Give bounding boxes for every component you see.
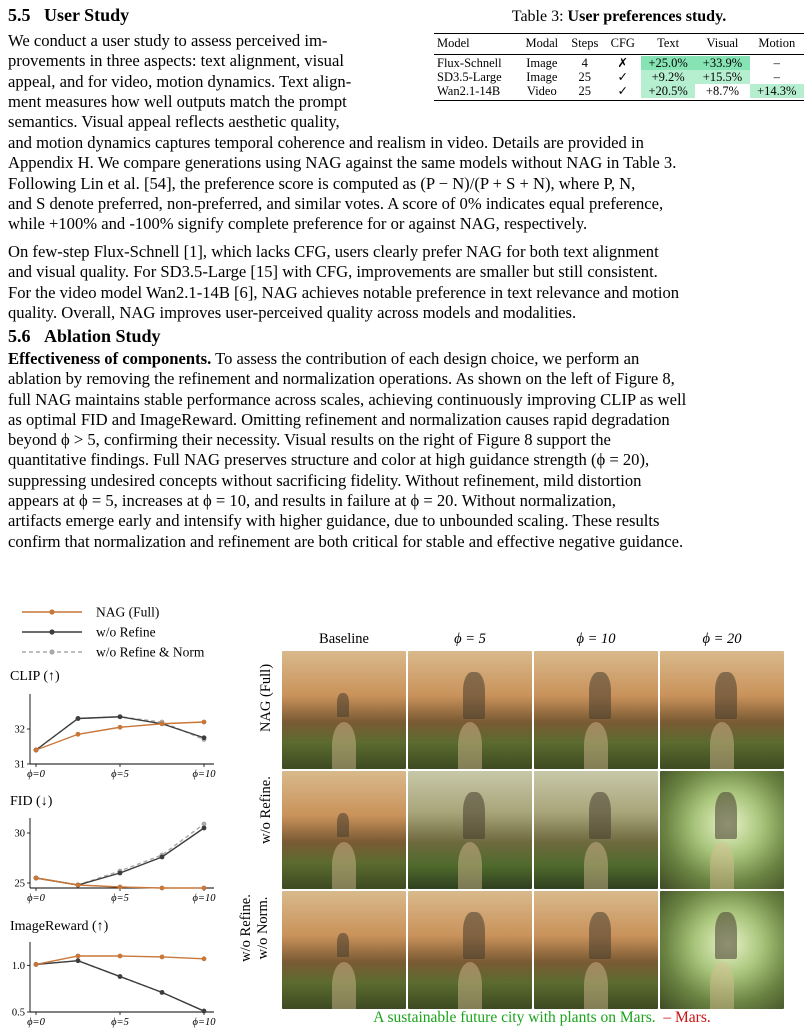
- series-line: [36, 717, 204, 750]
- image-path-shape: [458, 962, 483, 1009]
- run-in-heading: Effectiveness of components.: [8, 349, 212, 368]
- image-building-shape: [463, 672, 485, 719]
- table-cell: 4: [581, 56, 588, 70]
- data-point: [160, 955, 165, 960]
- x-tick-label: ϕ=0: [27, 769, 45, 780]
- section-heading-5-5: [8, 5, 129, 26]
- chart-legend: [18, 602, 238, 666]
- image-path-shape: [584, 722, 609, 769]
- data-point: [160, 721, 165, 726]
- text-line: artifacts emerge early and intensify with higher guidance, due to unbounded scaling. These results: [8, 511, 660, 531]
- image-building-shape: [337, 933, 349, 957]
- image-path-shape: [584, 842, 609, 889]
- text-line: quantitative findings. Full NAG preserves structure and color at high guidance strength (ϕ = 20),: [8, 450, 650, 470]
- text-line: and motion dynamics captures temporal coherence and realism in video. Details are provided in: [8, 133, 644, 152]
- table-header-row: [434, 36, 804, 50]
- col-header: Modal: [525, 36, 559, 50]
- chart-imagereward: [0, 936, 232, 1030]
- generated-image: [660, 771, 784, 889]
- series-line: [36, 961, 204, 1011]
- data-point: [160, 886, 165, 891]
- legend-label: w/o Refine & Norm: [96, 644, 205, 660]
- col-header: Visual: [706, 36, 739, 50]
- paragraph-user-study-intro: [8, 31, 420, 132]
- col-label-phi10: ϕ = 10: [576, 631, 616, 647]
- table-cell: Wan2.1-14B: [437, 84, 501, 98]
- col-header: CFG: [610, 36, 635, 50]
- generated-image: [282, 771, 406, 889]
- col-label-baseline: Baseline: [319, 631, 369, 647]
- image-path-shape: [458, 722, 483, 769]
- text-line: full NAG maintains stable performance across scales, achieving continuously improving CLIP as well: [8, 389, 687, 409]
- col-header: Steps: [571, 36, 599, 50]
- text-line: suppressing undesired concepts without sacrificing fidelity. Without refinement, mild distortion: [8, 470, 642, 490]
- table-cell: ✗: [617, 56, 629, 70]
- image-building-shape: [589, 792, 611, 839]
- data-point: [76, 954, 81, 959]
- data-point: [118, 871, 123, 876]
- image-path-shape: [332, 842, 357, 889]
- data-point: [76, 883, 81, 888]
- data-point: [160, 855, 165, 860]
- text-line: as optimal FID and ImageReward. Omitting refinement and normalization causes rapid degradation: [8, 409, 670, 429]
- table-3: [434, 33, 804, 101]
- section-number: 5.5: [8, 5, 31, 25]
- generated-image: [660, 891, 784, 1009]
- legend-marker: [49, 629, 54, 634]
- table-cell: –: [773, 56, 780, 70]
- section-title: Ablation Study: [44, 326, 161, 346]
- prompt-positive: A sustainable future city with plants on Mars.: [373, 1009, 656, 1026]
- x-tick-label: ϕ=10: [192, 1017, 216, 1028]
- y-tick-label: 32: [14, 724, 25, 736]
- data-point: [118, 725, 123, 730]
- data-point: [118, 885, 123, 890]
- table-cell: ✓: [617, 84, 629, 98]
- image-path-shape: [584, 962, 609, 1009]
- text-line: semantics. Visual appeal reflects aesthetic quality,: [8, 112, 340, 132]
- table-cell: Image: [526, 70, 558, 84]
- text-line: Following Lin et al. [54], the preference score is computed as (P − N)/(P + S + N), where P, N,: [8, 173, 636, 193]
- data-point: [202, 1009, 207, 1014]
- legend-marker: [49, 649, 54, 654]
- y-tick-label: 25: [14, 878, 25, 890]
- y-tick-label: 30: [14, 828, 25, 840]
- series-line: [36, 961, 204, 1011]
- data-point: [34, 962, 39, 967]
- data-point: [76, 732, 81, 737]
- text-line: and S denote preferred, non-preferred, and similar votes. A score of 0% indicates equal preference,: [8, 193, 664, 213]
- prompt-negative: – Mars.: [663, 1009, 711, 1026]
- data-point: [202, 886, 207, 891]
- data-point: [34, 876, 39, 881]
- table-cell: 25: [578, 70, 592, 84]
- data-point: [202, 720, 207, 725]
- table-cell: Flux-Schnell: [437, 56, 502, 70]
- text-line: provements in three aspects: text alignment, visual: [8, 51, 344, 71]
- x-tick-label: ϕ=10: [192, 769, 216, 780]
- table-cell: 25: [578, 84, 592, 98]
- text-span: To assess the contribution of each design choice, we perform an: [211, 349, 640, 368]
- chart-title-imagereward: ImageReward (↑): [10, 919, 109, 934]
- col-label-phi20: ϕ = 20: [702, 631, 742, 647]
- row-label-wo-refine: w/o Refine.: [258, 776, 274, 844]
- table-cell: +9.2%: [641, 70, 695, 84]
- image-path-shape: [332, 962, 357, 1009]
- table-row: [434, 56, 804, 70]
- chart-fid: [0, 812, 232, 906]
- paragraph-user-study-method: [8, 133, 800, 234]
- table-row: [434, 70, 804, 84]
- image-path-shape: [332, 722, 357, 769]
- table-cell: +20.5%: [641, 84, 695, 98]
- image-building-shape: [589, 912, 611, 959]
- col-header: Model: [437, 36, 470, 50]
- image-building-shape: [463, 792, 485, 839]
- text-line: On few-step Flux-Schnell [1], which lacks CFG, users clearly prefer NAG for both text alignment: [8, 242, 659, 261]
- data-point: [76, 958, 81, 963]
- generated-image: [408, 651, 532, 769]
- data-point: [118, 714, 123, 719]
- text-line: For the video model Wan2.1-14B [6], NAG achieves notable preference in text relevance and motion: [8, 282, 680, 302]
- data-point: [202, 956, 207, 961]
- table-cell: +14.3%: [750, 84, 804, 98]
- image-path-shape: [710, 842, 735, 889]
- table-cell: ✓: [617, 70, 629, 84]
- table-cell: +8.7%: [705, 84, 739, 98]
- table-cell: Video: [526, 84, 557, 98]
- x-tick-label: ϕ=5: [111, 769, 129, 780]
- image-path-shape: [458, 842, 483, 889]
- generated-image: [534, 771, 658, 889]
- chart-title-clip: CLIP (↑): [10, 669, 60, 684]
- row-label-wo-refine-norm: w/o Refine. w/o Norm.: [238, 894, 271, 962]
- table-cell: +15.5%: [695, 70, 749, 84]
- y-tick-label: 31: [14, 759, 25, 771]
- text-line: quality. Overall, NAG improves user-perceived quality across models and modalities.: [8, 302, 577, 322]
- section-title: User Study: [44, 5, 130, 25]
- text-line: appears at ϕ = 5, increases at ϕ = 10, and results in failure at ϕ = 20. Without normalization,: [8, 491, 616, 511]
- section-number: 5.6: [8, 326, 31, 346]
- caption-prefix: Table 3:: [511, 8, 568, 25]
- image-building-shape: [715, 912, 737, 959]
- y-tick-label: 0.5: [11, 1007, 25, 1019]
- x-tick-label: ϕ=5: [111, 893, 129, 904]
- text-line: Appendix H. We compare generations using NAG against the same models without NAG in Table 3.: [8, 153, 677, 173]
- caption-bold: User preferences study.: [567, 8, 727, 25]
- text-line: ablation by removing the refinement and normalization operations. As shown on the left of Figure 8,: [8, 369, 675, 389]
- data-point: [202, 826, 207, 831]
- x-tick-label: ϕ=5: [111, 1017, 129, 1028]
- generated-image: [408, 891, 532, 1009]
- text-line: We conduct a user study to assess perceived im-: [8, 31, 328, 50]
- row-label-nag-full: NAG (Full): [258, 663, 274, 733]
- data-point: [160, 990, 165, 995]
- generated-image: [660, 651, 784, 769]
- generated-image: [534, 651, 658, 769]
- image-building-shape: [715, 792, 737, 839]
- series-line: [36, 828, 204, 885]
- x-tick-label: ϕ=0: [27, 1017, 45, 1028]
- generated-image: [282, 651, 406, 769]
- text-line: beyond ϕ > 5, confirming their necessity. Visual results on the right of Figure 8 support the: [8, 430, 611, 450]
- text-line: ment measures how well outputs match the prompt: [8, 91, 347, 111]
- image-building-shape: [337, 813, 349, 837]
- generated-image: [534, 891, 658, 1009]
- table-cell: SD3.5-Large: [437, 70, 502, 84]
- data-point: [118, 954, 123, 959]
- legend-label: w/o Refine: [96, 624, 156, 640]
- series-line: [36, 824, 204, 885]
- legend-marker: [49, 609, 54, 614]
- data-point: [202, 735, 207, 740]
- data-point: [118, 974, 123, 979]
- table-cell: +33.9%: [695, 56, 749, 70]
- table-row: [434, 84, 804, 98]
- generated-image: [282, 891, 406, 1009]
- figure-caption-prompt: [282, 1009, 802, 1027]
- series-line: [36, 717, 204, 750]
- table-cell: +25.0%: [641, 56, 695, 70]
- data-point: [34, 748, 39, 753]
- generated-image: [408, 771, 532, 889]
- table-3-caption: [436, 8, 802, 26]
- y-tick-label: 1.0: [11, 960, 25, 972]
- image-path-shape: [710, 962, 735, 1009]
- legend-label: NAG (Full): [96, 604, 160, 620]
- text-line: appeal, and for video, motion dynamics. Text align-: [8, 71, 352, 91]
- chart-title-fid: FID (↓): [10, 794, 53, 809]
- image-building-shape: [337, 693, 349, 717]
- image-building-shape: [463, 912, 485, 959]
- section-heading-5-6: [8, 326, 161, 347]
- text-line: [8, 349, 800, 369]
- image-path-shape: [710, 722, 735, 769]
- table-cell: –: [773, 70, 780, 84]
- col-label-phi5: ϕ = 5: [454, 631, 486, 647]
- paragraph-user-study-results: [8, 242, 800, 323]
- chart-clip: [0, 688, 232, 780]
- image-building-shape: [589, 672, 611, 719]
- text-line: while +100% and -100% signify complete preference for or against NAG, respectively.: [8, 214, 588, 234]
- data-point: [76, 716, 81, 721]
- text-line: and visual quality. For SD3.5-Large [15] with CFG, improvements are smaller but still consistent.: [8, 262, 658, 282]
- x-tick-label: ϕ=10: [192, 893, 216, 904]
- col-header: Motion: [758, 36, 796, 50]
- x-tick-label: ϕ=0: [27, 893, 45, 904]
- col-header: Text: [657, 36, 680, 50]
- text-line: confirm that normalization and refinement are both critical for stable and effective negative guidance.: [8, 531, 684, 551]
- table-cell: Image: [526, 56, 558, 70]
- image-building-shape: [715, 672, 737, 719]
- paragraph-ablation: [8, 349, 800, 552]
